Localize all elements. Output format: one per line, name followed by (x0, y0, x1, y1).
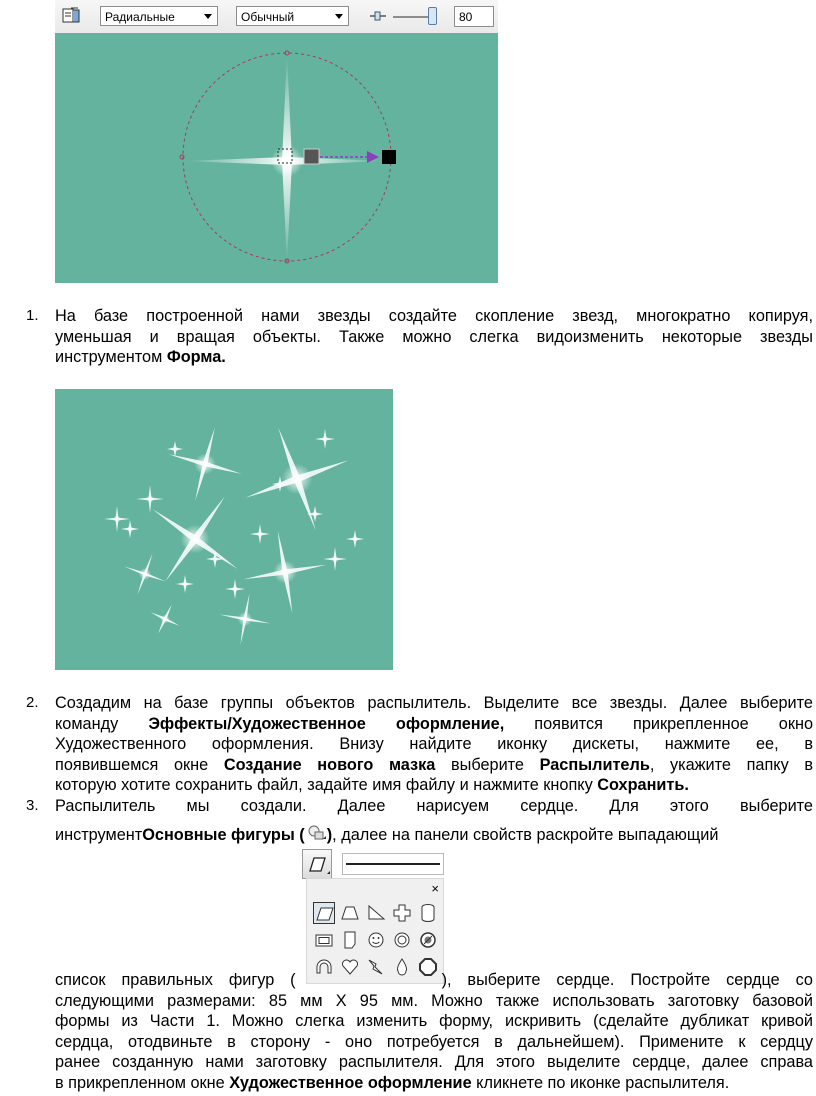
opacity-input[interactable] (454, 6, 494, 27)
transparency-tool-icon[interactable] (62, 7, 80, 25)
list-number: 3. (26, 797, 39, 814)
star (206, 550, 224, 568)
text-run: , далее на панели свойств раскройте выпадающий (332, 826, 719, 844)
cylinder-icon[interactable] (417, 902, 439, 924)
list-item-1-text (55, 306, 813, 368)
list-item-3-line-2 (55, 824, 815, 846)
smiley-icon[interactable] (365, 929, 387, 951)
bold-term: Сохранить. (597, 776, 689, 794)
parallelogram-icon (303, 850, 333, 880)
star (323, 547, 347, 571)
text-run: , укажите папку в (649, 755, 813, 774)
bold-term: Художественное оформление (229, 1073, 472, 1092)
cross-icon[interactable] (391, 902, 413, 924)
opacity-value: 80 (459, 10, 473, 24)
text-run: инструмент (55, 826, 143, 844)
list-item-3-continued (55, 970, 813, 1093)
text-run: выберите (435, 755, 540, 774)
star (215, 589, 275, 649)
star (158, 417, 251, 510)
star (225, 579, 245, 599)
text-run: которую хотите сохранить файл, задайте имя файлу и нажмите кнопку (55, 776, 598, 794)
donut-icon[interactable] (391, 929, 413, 951)
text-line: формы из Части 1. Можно слегка изменить форму, искривить (сделайте дубликат кривой (55, 1012, 813, 1030)
text-line: сердца, отодвиньте в сторону - оно потребуется в дальнейшем). Примените к сердцу (55, 1032, 813, 1051)
opacity-slider-thumb[interactable] (428, 7, 437, 25)
blend-mode-value: Обычный (241, 10, 295, 24)
bold-term: Эффекты/Художественное оформление, (148, 714, 505, 733)
text-line: На базе построенной нами звезды создайте скопление звезд, многократно копируя, (55, 307, 813, 325)
text-run: появится прикрепленное окно (504, 714, 813, 733)
perfect-shapes-button[interactable] (302, 849, 332, 879)
chevron-down-icon (335, 14, 343, 19)
text-line: следующими размерами: 85 мм Х 95 мм. Можно также использовать заготовку базовой (55, 991, 813, 1010)
text-line: уменьшая и вращая объекты. Также можно слегка видоизменить некоторые звезды (55, 327, 813, 346)
fill-type-value: Радиальные (105, 10, 175, 24)
text-line: Распылитель мы создали. Далее нарисуем сердце. Для этого выберите (55, 797, 813, 815)
star (250, 524, 270, 544)
text-run: кликнете по иконке распылителя. (471, 1073, 730, 1092)
perfect-shapes-picker (302, 849, 442, 984)
outline-width-field[interactable] (342, 853, 444, 875)
trapezoid-icon[interactable] (339, 902, 361, 924)
list-item-2-text (55, 693, 813, 796)
text-run: появившемся окне (55, 755, 224, 774)
text-line: ранее созданную нами заготовку распылителя. Для этого выделите сердце, далее справа (55, 1053, 813, 1071)
star (315, 429, 335, 449)
star (346, 530, 364, 548)
opacity-slider-icon (370, 10, 386, 22)
star-shape[interactable] (183, 53, 385, 263)
star (227, 409, 368, 550)
text-line: Художественного оформления. Внизу найдите иконку дискеты, нажмите ее, в (55, 735, 813, 753)
end-node[interactable] (382, 150, 396, 164)
star (123, 467, 268, 612)
bold-term: Основные фигуры ( (142, 826, 305, 844)
bold-term: Форма. (166, 348, 226, 366)
fill-type-dropdown[interactable] (100, 6, 218, 26)
star (136, 485, 164, 513)
transparency-figure (55, 0, 498, 283)
chevron-down-icon (204, 14, 212, 19)
text-run: ), выберите сердце. Постройте сердце со (441, 971, 813, 989)
text-run: инструментом (55, 348, 167, 366)
parallelogram-icon[interactable] (313, 902, 335, 924)
star (167, 441, 183, 457)
no-symbol-icon[interactable] (417, 929, 439, 951)
text-run: команду (55, 714, 149, 733)
rectangle-frame-icon[interactable] (313, 929, 335, 951)
star (176, 575, 194, 593)
star (236, 523, 333, 620)
text-line: Создадим на базе группы объектов распылитель. Выделите все звезды. Далее выберите (55, 694, 813, 712)
list-number: 1. (26, 307, 39, 324)
star (307, 506, 323, 522)
shapes-panel (306, 878, 444, 984)
text-run: список правильных фигур ( (55, 971, 296, 989)
blend-mode-dropdown[interactable] (236, 6, 349, 26)
star (117, 546, 173, 602)
close-icon[interactable]: × (431, 881, 439, 896)
star (144, 598, 187, 641)
bold-term: Создание нового мазка (223, 755, 436, 774)
list-number: 2. (26, 694, 39, 711)
radial-transparency-canvas (55, 33, 498, 283)
page-icon[interactable] (339, 929, 361, 951)
text-run: в прикрепленном окне (55, 1073, 230, 1092)
center-node[interactable] (304, 149, 319, 164)
star-cluster-image (55, 389, 393, 670)
basic-shapes-tool-icon (305, 824, 327, 842)
star (121, 520, 139, 538)
right-triangle-icon[interactable] (365, 902, 387, 924)
bold-term: Распылитель (539, 755, 650, 774)
list-item-3-line-1 (55, 796, 813, 817)
bold-term: ) (326, 826, 333, 844)
property-bar (55, 0, 498, 34)
